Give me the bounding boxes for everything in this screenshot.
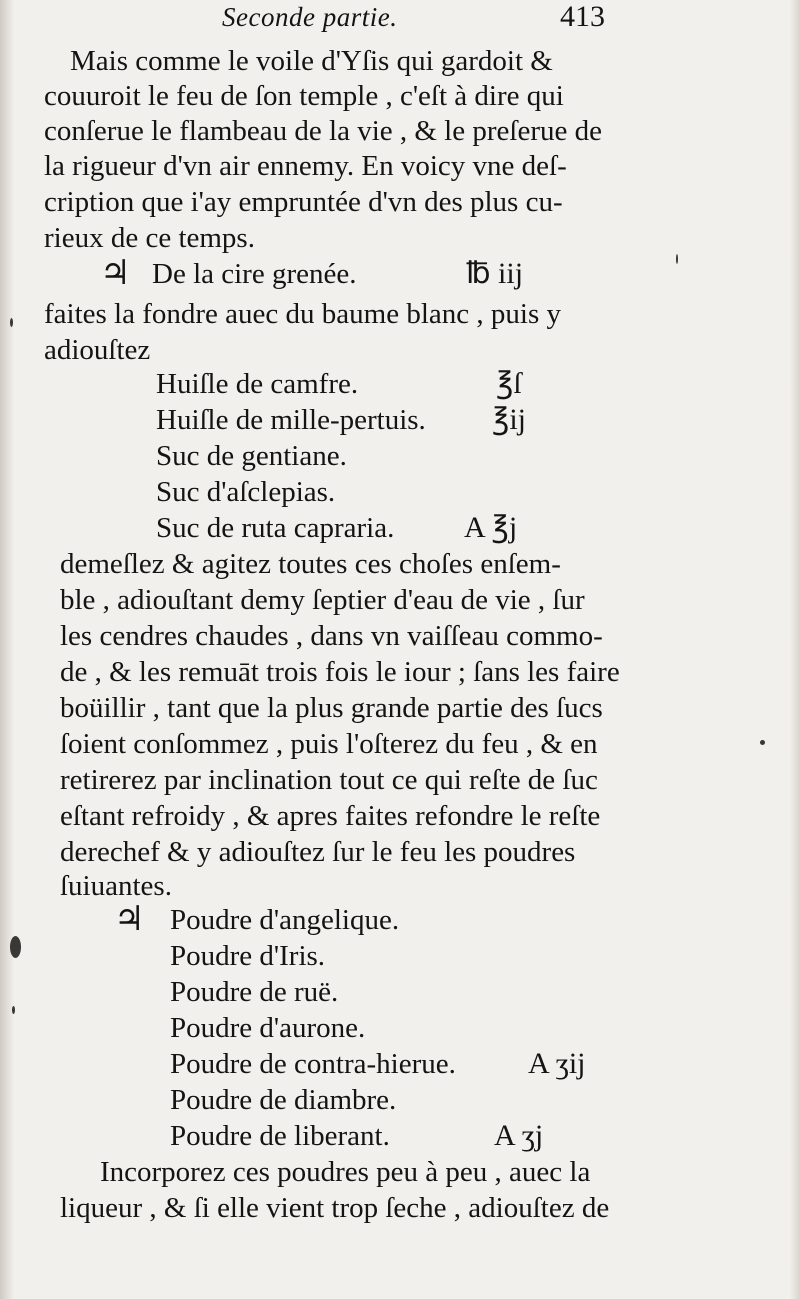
ingredient-name: Poudre de liberant.	[170, 1120, 390, 1152]
body-line: faites la fondre auec du baume blanc , puis y	[44, 298, 561, 330]
ingredient-name: Poudre d'aurone.	[170, 1012, 366, 1044]
body-line: les cendres chaudes , dans vn vaiſſeau commo-	[60, 620, 603, 652]
body-line: ſuiuantes.	[60, 870, 172, 902]
ingredient-name: Huiſle de camfre.	[156, 368, 359, 400]
body-line: adiouſtez	[44, 334, 151, 366]
ingredient-quantity: A ʒij	[528, 1047, 586, 1080]
ingredient-name: Suc de ruta capraria.	[156, 512, 395, 544]
ingredient-name: Suc d'aſclepias.	[156, 476, 336, 508]
body-line: la rigueur d'vn air ennemy. En voicy vne deſ-	[44, 150, 567, 182]
running-title: Seconde partie.	[222, 2, 398, 32]
ingredient-name: Suc de gentiane.	[156, 440, 347, 472]
ingredient-name: Poudre de contra-hierue.	[170, 1048, 456, 1080]
page-header	[0, 0, 800, 40]
body-line: liqueur , & ſi elle vient trop ſeche , adiouſtez de	[60, 1192, 610, 1224]
ingredient-name: Poudre de diambre.	[170, 1084, 397, 1116]
page-edge-shadow	[790, 0, 800, 1299]
body-line: couuroit le feu de ſon temple , c'eſt à dire qui	[44, 80, 564, 112]
recipe-title-quantity: ℔ iij	[466, 257, 524, 290]
body-line: rieux de ce temps.	[44, 222, 255, 254]
body-line: cription que i'ay empruntée d'vn des plus cu-	[44, 186, 563, 218]
page-gutter-shadow	[0, 0, 14, 1299]
ingredient-quantity: ℥ij	[492, 403, 526, 436]
ink-speck	[12, 1006, 15, 1014]
body-line: retirerez par inclination tout ce qui reſte de ſuc	[60, 764, 598, 796]
recipe-symbol-icon: ♃	[114, 901, 145, 938]
ink-blot	[10, 936, 21, 958]
ingredient-name: Poudre d'Iris.	[170, 940, 326, 972]
body-line: de , & les remuāt trois fois le iour ; ſans les faire	[60, 656, 620, 688]
ingredient-name: Poudre d'angelique.	[170, 904, 400, 936]
body-line: ſoient conſommez , puis l'oſterez du feu , & en	[60, 728, 598, 760]
body-line: Incorporez ces poudres peu à peu , auec la	[100, 1156, 591, 1188]
ingredient-name: Poudre de ruë.	[170, 976, 339, 1008]
ink-speck	[10, 318, 13, 327]
body-line: demeſlez & agitez toutes ces choſes enſem-	[60, 548, 561, 580]
recipe-symbol-icon: ♃	[100, 255, 131, 292]
ink-speck	[676, 254, 678, 264]
body-line: ble , adiouſtant demy ſeptier d'eau de vie , ſur	[60, 584, 585, 616]
page-number: 413	[560, 0, 605, 33]
body-line: eſtant refroidy , & apres faites refondre le reſte	[60, 800, 601, 832]
ink-speck	[760, 740, 765, 745]
body-line: conſerue le flambeau de la vie , & le preſerue de	[44, 115, 602, 147]
recipe-title: De la cire grenée.	[152, 258, 357, 290]
body-line: boüillir , tant que la plus grande partie des ſucs	[60, 692, 603, 724]
ingredient-quantity: A ʒj	[494, 1119, 544, 1152]
ingredient-quantity: A ℥j	[464, 511, 518, 544]
body-line: derechef & y adiouſtez ſur le feu les poudres	[60, 836, 576, 868]
body-line: Mais comme le voile d'Yſis qui gardoit &	[70, 45, 553, 77]
ingredient-quantity: ℥ſ	[496, 367, 522, 400]
ingredient-name: Huiſle de mille-pertuis.	[156, 404, 426, 436]
